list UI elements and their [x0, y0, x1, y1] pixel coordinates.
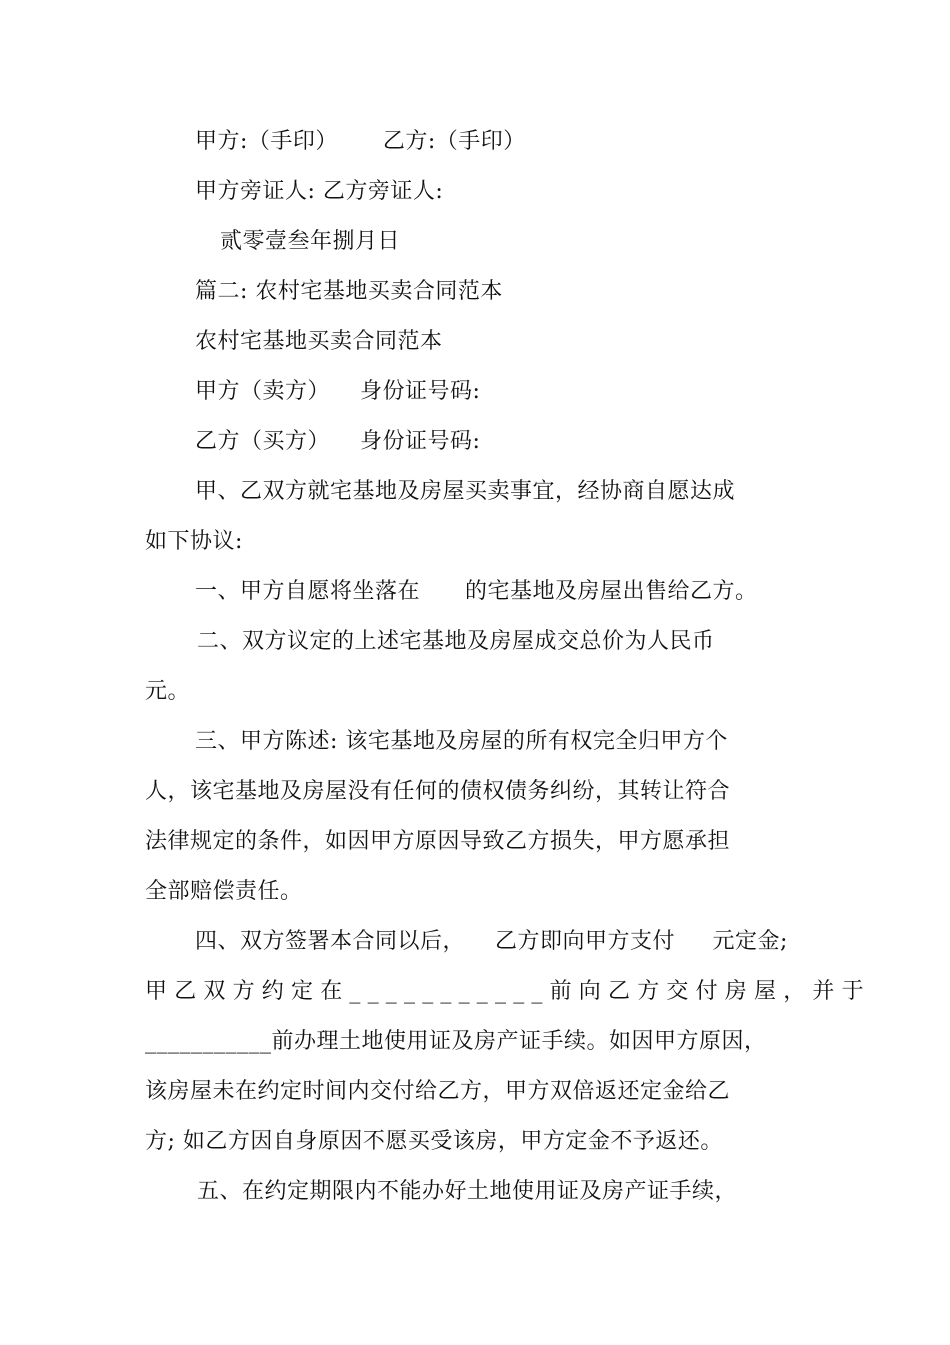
clause-1: 一、甲方自愿将坐落在 的宅基地及房屋出售给乙方。 [195, 579, 758, 604]
paragraph-line: 全部赔偿责任。 [145, 879, 303, 904]
party-b-line: 乙方（买方） 身份证号码: [195, 429, 481, 454]
clause-4: 四、双方签署本合同以后， 乙方即向甲方支付 元定金; [195, 929, 788, 954]
contract-title: 农村宅基地买卖合同范本 [195, 329, 443, 354]
paragraph-line: 甲乙双方约定在___________前向乙方交付房屋，并于 [145, 979, 871, 1004]
signature-line: 甲方:（手印） 乙方:（手印） [195, 129, 526, 154]
party-a-line: 甲方（卖方） 身份证号码: [195, 379, 481, 404]
date-line: 贰零壹叁年捌月日 [220, 229, 401, 254]
paragraph-line: 法律规定的条件，如因甲方原因导致乙方损失，甲方愿承担 [145, 829, 731, 854]
section-heading: 篇二: 农村宅基地买卖合同范本 [195, 279, 503, 304]
paragraph-line: ___________前办理土地使用证及房产证手续。如因甲方原因， [145, 1029, 767, 1054]
paragraph-line: 元。 [145, 679, 191, 704]
witness-line: 甲方旁证人: 乙方旁证人: [195, 179, 444, 204]
clause-2: 二、双方议定的上述宅基地及房屋成交总价为人民币 [197, 629, 715, 654]
paragraph-line: 人，该宅基地及房屋没有任何的债权债务纠纷，其转让符合 [145, 779, 731, 804]
paragraph-line: 该房屋未在约定时间内交付给乙方，甲方双倍返还定金给乙 [145, 1079, 731, 1104]
paragraph-line: 如下协议: [145, 529, 243, 554]
clause-3: 三、甲方陈述: 该宅基地及房屋的所有权完全归甲方个 [195, 729, 728, 754]
paragraph-line: 方; 如乙方因自身原因不愿买受该房，甲方定金不予返还。 [145, 1129, 723, 1154]
paragraph-line: 甲、乙双方就宅基地及房屋买卖事宜，经协商自愿达成 [195, 479, 736, 504]
clause-5: 五、在约定期限内不能办好土地使用证及房产证手续， [197, 1179, 738, 1204]
